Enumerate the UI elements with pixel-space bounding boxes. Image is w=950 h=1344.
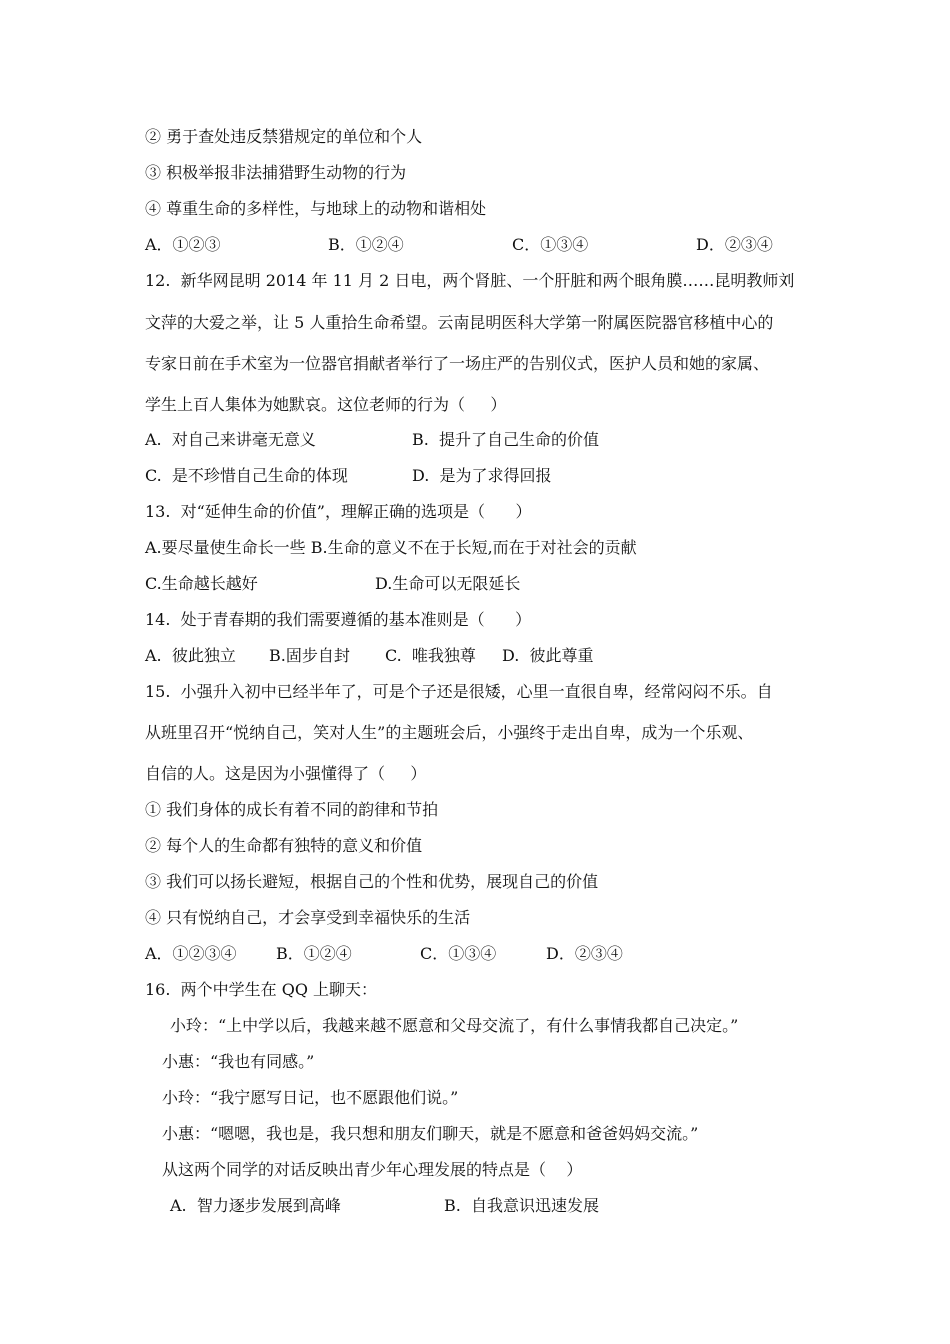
q13-option-c: C.生命越长越好 — [145, 574, 258, 593]
q15-option-b: B．①②④ — [276, 944, 352, 963]
q12-option-c: C. 是不珍惜自己生命的体现 — [145, 466, 348, 485]
q12-line-2: 文萍的大爱之举，让 5 人重拾生命希望。云南昆明医科大学第一附属医院器官移植中心的 — [145, 313, 774, 332]
q12-line-3: 专家日前在手术室为一位器官捐献者举行了一场庄严的告别仪式，医护人员和她的家属、 — [145, 354, 770, 373]
q15-option-a: A．①②③④ — [145, 944, 237, 963]
q12-option-d: D. 是为了求得回报 — [412, 466, 552, 485]
q14-option-c: C. 唯我独尊 — [385, 646, 476, 665]
q11-item-2: ② 勇于查处违反禁猎规定的单位和个人 — [145, 127, 423, 146]
q15-item-1: ① 我们身体的成长有着不同的韵律和节拍 — [145, 800, 439, 819]
q11-option-b: B．①②④ — [328, 235, 404, 254]
q11-option-c: C．①③④ — [512, 235, 589, 254]
q15-line-3: 自信的人。这是因为小强懂得了（ ） — [145, 764, 427, 783]
q11-option-a: A．①②③ — [145, 235, 221, 254]
q12-option-b: B. 提升了自己生命的价值 — [412, 430, 600, 449]
q15-option-c: C．①③④ — [420, 944, 497, 963]
q16-dialog-1: 小玲：“上中学以后，我越来越不愿意和父母交流了，有什么事情我都自己决定。” — [170, 1016, 739, 1035]
q15-item-4: ④ 只有悦纳自己，才会享受到幸福快乐的生活 — [145, 908, 471, 927]
q15-line-2: 从班里召开“悦纳自己，笑对人生”的主题班会后，小强终于走出自卑，成为一个乐观、 — [145, 723, 754, 742]
q14-stem: 14. 处于青春期的我们需要遵循的基本准则是（ ） — [145, 610, 532, 629]
q12-line-1: 12. 新华网昆明 2014 年 11 月 2 日电，两个肾脏、一个肝脏和两个眼角膜……昆明教师刘 — [145, 271, 795, 290]
q16-stem: 16. 两个中学生在 QQ 上聊天： — [145, 980, 378, 999]
q14-option-a: A. 彼此独立 — [145, 646, 236, 665]
q15-item-2: ② 每个人的生命都有独特的意义和价值 — [145, 836, 423, 855]
q13-stem: 13. 对“延伸生命的价值”，理解正确的选项是（ ） — [145, 502, 532, 521]
q16-option-b: B. 自我意识迅速发展 — [444, 1196, 600, 1215]
q15-line-1: 15. 小强升入初中已经半年了，可是个子还是很矮，心里一直很自卑，经常闷闷不乐。自 — [145, 682, 773, 701]
q16-question: 从这两个同学的对话反映出青少年心理发展的特点是（ ） — [162, 1160, 583, 1179]
q13-option-ab: A.要尽量使生命长一些 B.生命的意义不在于长短,而在于对社会的贡献 — [145, 538, 637, 557]
q13-option-d: D.生命可以无限延长 — [375, 574, 521, 593]
q12-line-4: 学生上百人集体为她默哀。这位老师的行为（ ） — [145, 395, 507, 414]
q16-dialog-2: 小惠：“我也有同感。” — [162, 1052, 315, 1071]
q14-option-b: B.固步自封 — [269, 646, 350, 665]
q16-dialog-4: 小惠：“嗯嗯，我也是，我只想和朋友们聊天，就是不愿意和爸爸妈妈交流。” — [162, 1124, 699, 1143]
q11-item-3: ③ 积极举报非法捕猎野生动物的行为 — [145, 163, 407, 182]
q12-option-a: A. 对自己来讲毫无意义 — [145, 430, 316, 449]
q14-option-d: D. 彼此尊重 — [502, 646, 594, 665]
q16-dialog-3: 小玲：“我宁愿写日记，也不愿跟他们说。” — [162, 1088, 459, 1107]
q15-item-3: ③ 我们可以扬长避短，根据自己的个性和优势，展现自己的价值 — [145, 872, 599, 891]
q11-option-d: D．②③④ — [696, 235, 773, 254]
q16-option-a: A. 智力逐步发展到高峰 — [170, 1196, 341, 1215]
q11-item-4: ④ 尊重生命的多样性，与地球上的动物和谐相处 — [145, 199, 487, 218]
q15-option-d: D．②③④ — [546, 944, 623, 963]
